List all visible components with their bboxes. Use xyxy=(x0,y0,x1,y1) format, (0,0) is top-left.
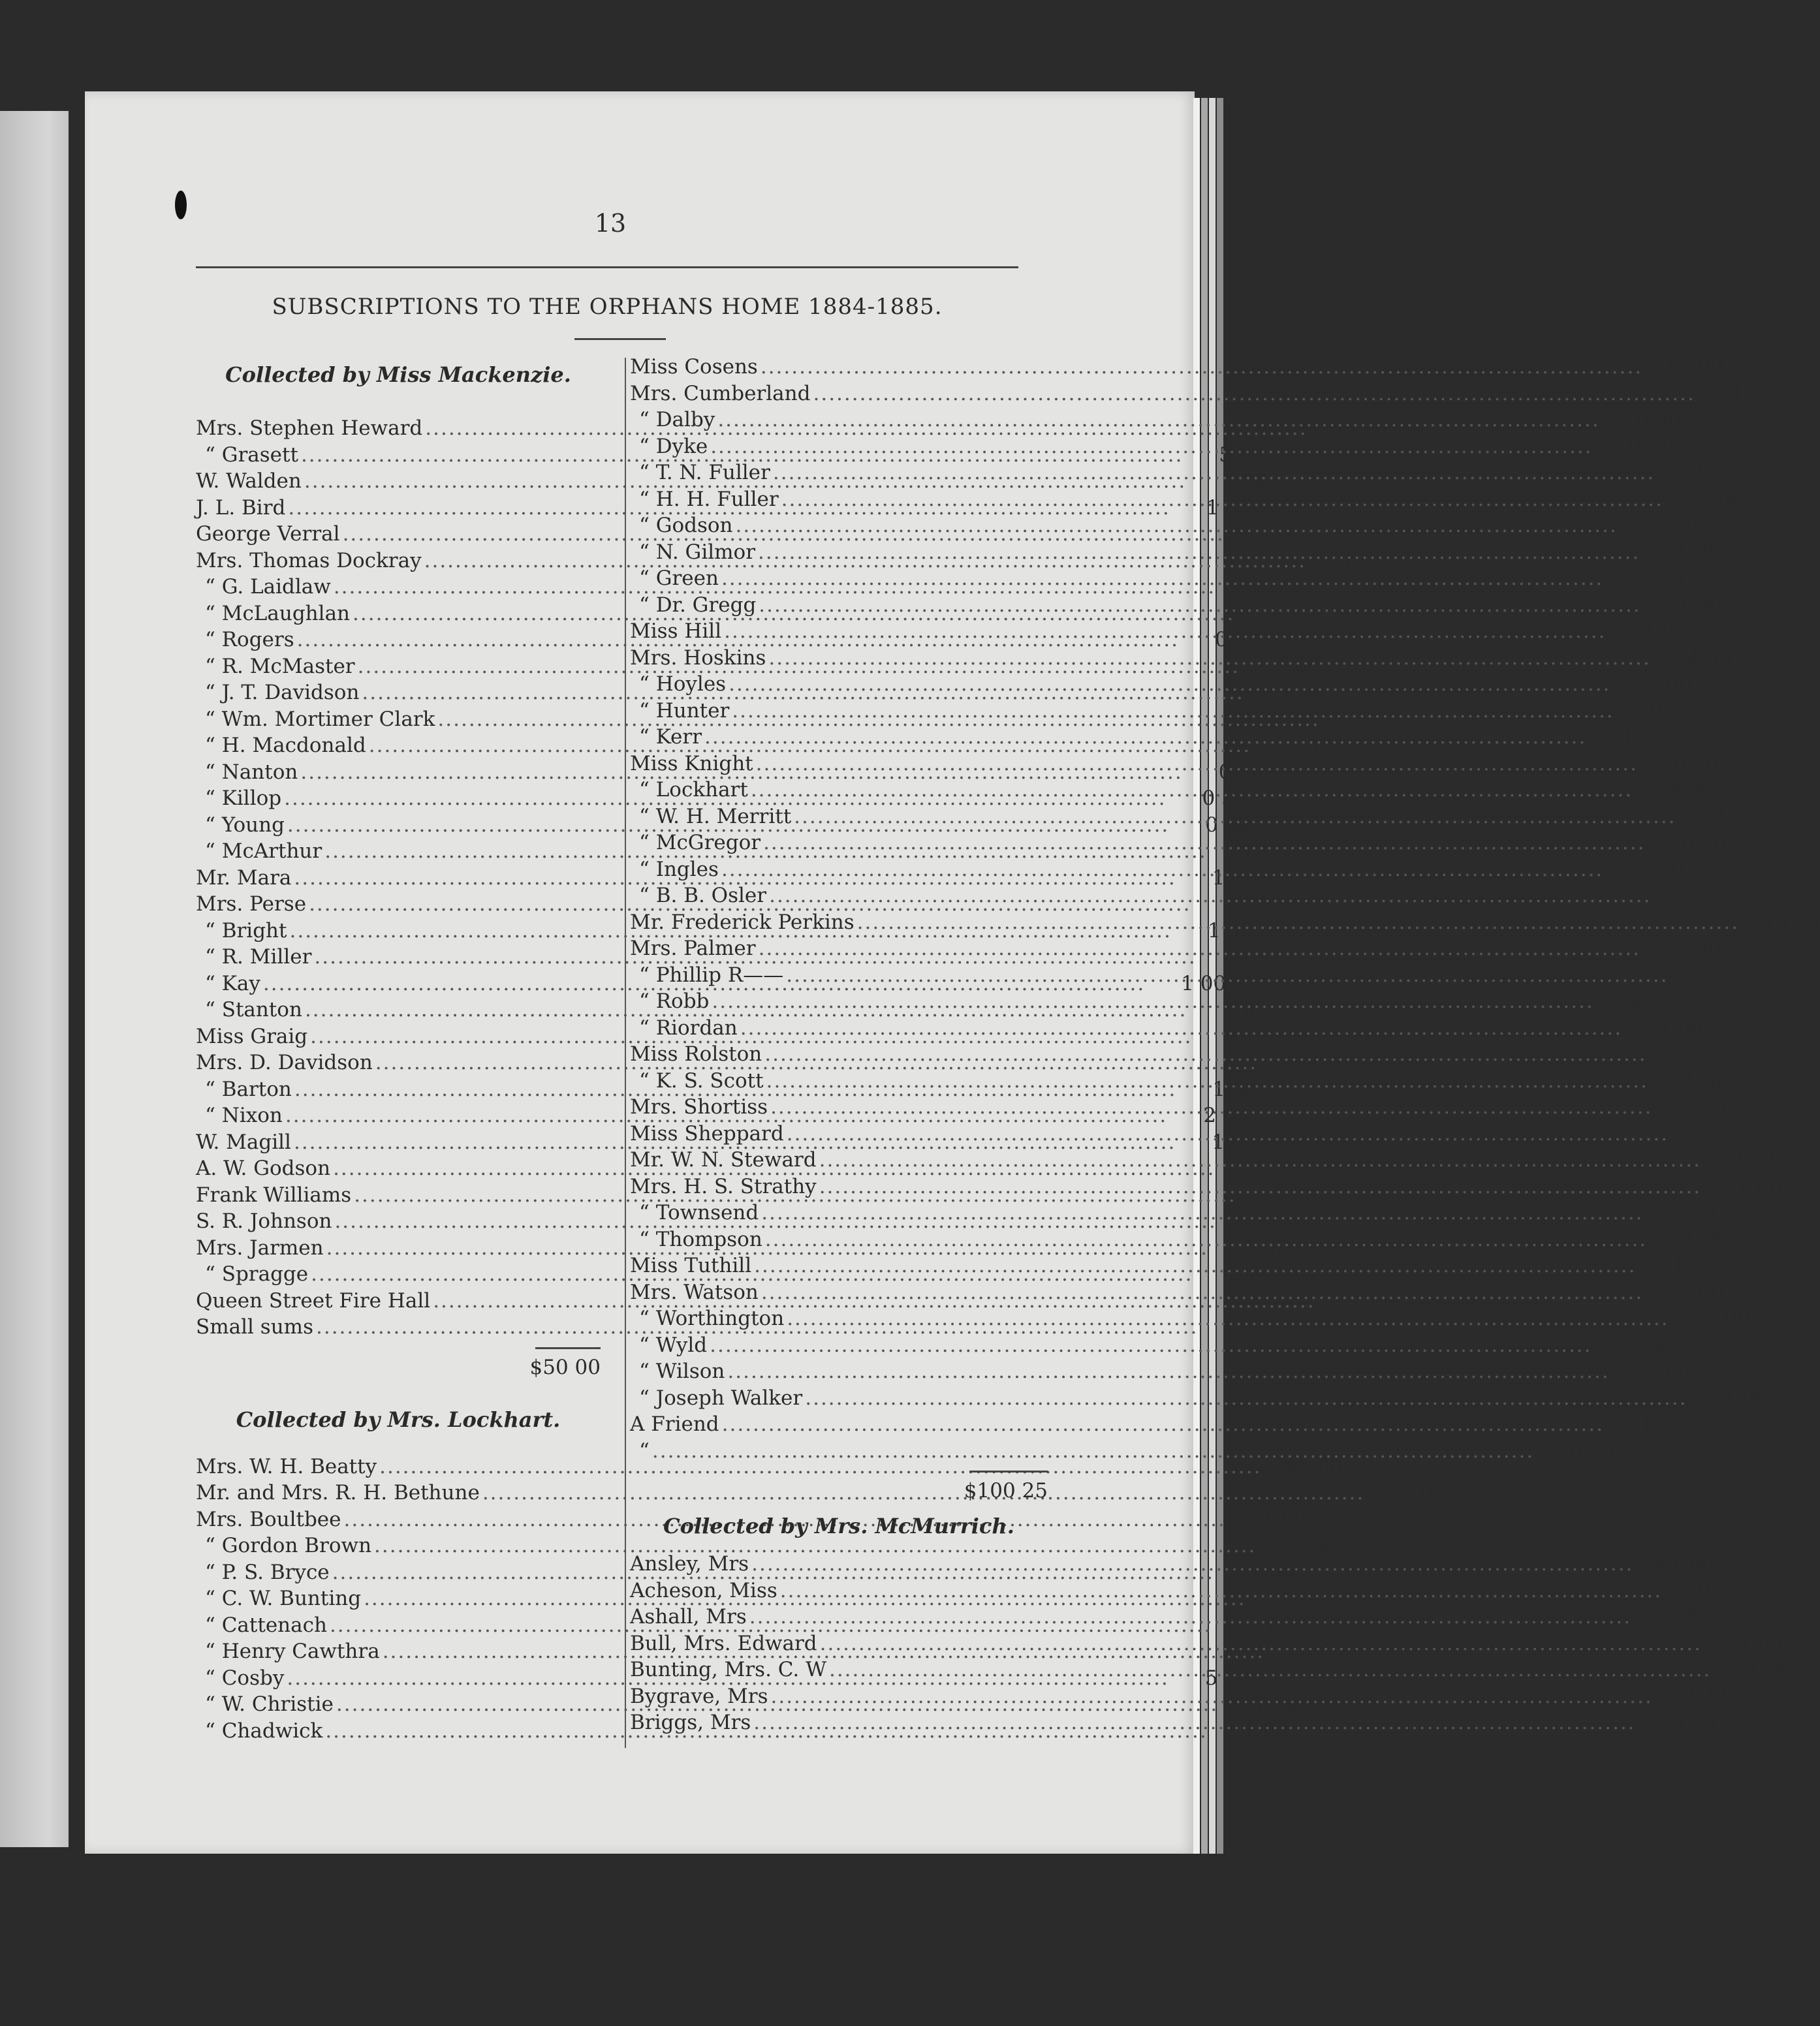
subscriber-name: Small sums xyxy=(196,1315,313,1339)
subscription-amount: 0 50 xyxy=(1202,787,1247,810)
subscriber-name: “ Bright xyxy=(205,918,287,943)
leader-dots xyxy=(652,1438,1534,1465)
subscription-amount: 0 50 xyxy=(1214,628,1260,651)
subscription-amount: 0 50 xyxy=(1681,831,1727,854)
subscriber-name: J. L. Bird xyxy=(196,495,286,520)
subscription-amount: 0 50 xyxy=(1635,408,1681,431)
leader-dots xyxy=(727,1358,1609,1385)
page-heading: SUBSCRIPTIONS TO THE ORPHANS HOME 1884-1885. xyxy=(272,294,943,320)
subscription-row xyxy=(630,565,1685,592)
subscription-amount: 2 00 xyxy=(1691,461,1736,484)
leader-dots xyxy=(749,1604,1631,1630)
subscription-amount: 4 00 xyxy=(1686,646,1732,670)
subscriber-name: Mrs. Hoskins xyxy=(630,646,766,670)
subscription-amount: 1 00 xyxy=(1275,654,1321,678)
subscription-row xyxy=(630,1279,1725,1306)
leader-dots xyxy=(729,671,1610,698)
leader-dots xyxy=(740,1015,1622,1042)
subscription-amount: 1 00 xyxy=(1646,672,1692,696)
subscriber-name: “ B. B. Osler xyxy=(639,884,767,907)
mackenzie-total: $50 00 xyxy=(529,1355,601,1379)
leader-dots xyxy=(759,592,1640,619)
subscription-amount: 1 00 xyxy=(1341,548,1387,572)
subscription-amount: 0 50 xyxy=(1628,434,1674,458)
subscriber-name: “ Wm. Mortimer Clark xyxy=(205,707,435,731)
subscription-amount: 1 00 xyxy=(1639,1412,1685,1436)
subscriber-name: Ashall, Mrs xyxy=(630,1605,747,1629)
leader-dots xyxy=(756,751,1638,777)
subscription-row xyxy=(630,1438,1616,1465)
subscription-amount: 2 00 xyxy=(1251,1157,1296,1180)
subscription-amount: 4 00 xyxy=(1669,778,1714,802)
subscription-amount: 0 50 xyxy=(1682,1042,1728,1066)
subscription-amount: 1 00 xyxy=(1244,1236,1289,1260)
subscription-row xyxy=(630,354,1724,381)
subscription-amount: 1 00 xyxy=(1642,619,1687,643)
subscription-amount: 1 00 xyxy=(1249,1560,1296,1584)
subscriber-name: Mrs. Cumberland xyxy=(630,381,811,405)
subscriber-name: “ Hoyles xyxy=(639,672,727,696)
leader-dots xyxy=(763,830,1645,856)
subscriber-name: “ Ingles xyxy=(639,857,719,881)
leader-dots xyxy=(736,512,1618,539)
subscriber-name: Mr. W. N. Steward xyxy=(630,1148,817,1172)
subscriber-name: Mrs. Watson xyxy=(630,1280,759,1304)
subscriber-name: “ Cosby xyxy=(205,1666,285,1690)
leader-dots xyxy=(710,433,1592,460)
leader-dots xyxy=(732,698,1614,725)
leader-dots xyxy=(780,1578,1662,1604)
subscription-amount: 0 75 xyxy=(1650,698,1695,723)
subscription-row xyxy=(196,1454,1343,1480)
leader-dots xyxy=(770,1094,1652,1121)
subscriber-name: Mrs. Palmer xyxy=(630,937,756,960)
subscription-amount: 1 00 xyxy=(1281,1587,1327,1610)
subscriber-name: “ Phillip R—— xyxy=(639,963,784,987)
subscriber-name: “ McArthur xyxy=(205,839,322,863)
subscriber-name: “ N. Gilmor xyxy=(639,540,756,564)
subscriber-name: “ McLaughlan xyxy=(205,601,351,625)
subscription-amount: 2 00 xyxy=(1653,514,1699,537)
subscriber-name: “ McGregor xyxy=(639,831,761,854)
leader-dots xyxy=(794,803,1676,830)
subscriber-name: “ Dr. Gregg xyxy=(639,593,757,617)
page-number: 13 xyxy=(594,209,627,238)
subscriber-name: Mrs. D. Davidson xyxy=(196,1051,373,1074)
subscription-amount: 0 50 xyxy=(1218,760,1264,784)
subscription-amount: 1 00 xyxy=(1676,593,1722,617)
leader-dots xyxy=(829,1657,1711,1683)
leader-dots xyxy=(704,724,1586,751)
subscriber-name: Mrs. Jarmen xyxy=(196,1236,324,1260)
subscriber-name: “ xyxy=(639,1439,650,1463)
subscriber-name: “ Cattenach xyxy=(205,1613,327,1637)
subscriber-name: Miss Graig xyxy=(196,1024,308,1048)
subscription-amount: 1 00 xyxy=(1228,1024,1274,1048)
subscriber-name: “ Thompson xyxy=(639,1227,762,1251)
leader-dots xyxy=(751,777,1633,803)
subscription-amount: 5 00 xyxy=(1219,443,1264,467)
subscription-amount: 0 50 xyxy=(1704,1121,1750,1145)
leader-dots xyxy=(781,486,1663,513)
subscriber-name: “ Joseph Walker xyxy=(639,1386,803,1410)
leader-dots xyxy=(820,1630,1702,1657)
subscription-row xyxy=(630,1411,1685,1438)
leader-dots xyxy=(712,988,1593,1015)
subscriber-name: “ R. Miller xyxy=(205,945,312,969)
subscription-amount: $5 00 xyxy=(1284,1454,1343,1478)
subscriber-name: A Friend xyxy=(630,1412,719,1436)
subscriber-name: “ Lockhart xyxy=(639,778,748,802)
subscription-row xyxy=(630,381,1776,407)
subscription-amount: 1 00 xyxy=(1242,839,1288,863)
leader-dots xyxy=(759,935,1640,962)
subscription-amount: $1 00 xyxy=(1656,1552,1715,1576)
subscriber-name: Mrs. H. S. Strathy xyxy=(630,1174,817,1198)
subscription-amount: 5 00 xyxy=(1645,1360,1691,1383)
subscription-amount: 1 00 xyxy=(1279,681,1325,704)
subscriber-name: “ H. Macdonald xyxy=(205,734,366,757)
subscriber-name: Frank Williams xyxy=(196,1183,352,1207)
subscription-amount: 1 00 xyxy=(1223,998,1268,1021)
subscription-amount: 0 50 xyxy=(1688,1684,1734,1708)
subscriber-name: “ Chadwick xyxy=(205,1719,323,1743)
leader-dots xyxy=(787,1305,1669,1332)
subscription-amount: 1 00 xyxy=(1683,1227,1729,1251)
subscription-amount: 1 00 xyxy=(1351,1288,1396,1313)
subscription-amount: 1 00 xyxy=(1272,1183,1317,1207)
subscriber-name: “ W. H. Merritt xyxy=(639,804,792,828)
subscription-amount: 0 25 xyxy=(1704,963,1749,987)
subscriber-name: “ Riordan xyxy=(639,1016,738,1040)
subscriber-name: Mrs. Perse xyxy=(196,892,307,916)
subscription-amount: 1 00 xyxy=(1254,1692,1300,1716)
subscription-amount: 1 00 xyxy=(1261,1507,1307,1531)
leader-dots xyxy=(773,460,1655,486)
subscriber-name: Ansley, Mrs xyxy=(630,1552,749,1576)
total-rule xyxy=(535,1347,601,1349)
subscription-amount: 1 00 xyxy=(1679,1280,1725,1304)
subscriber-name: “ G. Laidlaw xyxy=(205,575,331,599)
subscription-row xyxy=(630,1068,1729,1095)
subscription-amount: $5 00 xyxy=(1330,416,1389,440)
subscription-amount: 1 00 xyxy=(1212,1077,1258,1101)
leader-dots xyxy=(761,354,1642,381)
subscription-amount: 1 00 xyxy=(1747,1658,1793,1681)
subscriber-name: “ Dyke xyxy=(639,434,708,458)
subscriber-name: W. Magill xyxy=(196,1130,291,1154)
subscription-amount: 2 00 xyxy=(1687,884,1733,907)
leader-dots xyxy=(754,1253,1636,1279)
subscription-amount: 3 25 xyxy=(1234,1315,1279,1339)
subscription-amount: 1 00 xyxy=(1737,1174,1783,1198)
adjacent-page-edge xyxy=(0,111,69,1847)
leader-dots xyxy=(787,1121,1669,1147)
subscriber-name: Queen Street Fire Hall xyxy=(196,1288,431,1313)
subscriber-name: Mrs. Thomas Dockray xyxy=(196,548,422,572)
subscriber-name: “ W. Christie xyxy=(205,1692,334,1716)
subscription-amount: 1 00 xyxy=(1622,725,1668,749)
subscriber-name: Miss Rolston xyxy=(630,1042,762,1066)
leader-dots xyxy=(753,1709,1635,1736)
subscription-row xyxy=(630,909,1820,936)
subscription-amount: 1 00 xyxy=(1292,1534,1338,1557)
leader-dots xyxy=(721,565,1603,592)
subscription-amount: 0 50 xyxy=(1205,813,1251,837)
subscriber-name: W. Walden xyxy=(196,469,302,493)
subscriber-name: Mr. Mara xyxy=(196,865,292,890)
leader-dots xyxy=(768,645,1650,672)
subscriber-name: Mr. Frederick Perkins xyxy=(630,910,855,934)
subscriber-name: Mr. and Mrs. R. H. Bethune xyxy=(196,1481,480,1504)
subscription-row xyxy=(630,1551,1715,1578)
subscription-amount: 1 00 xyxy=(1207,918,1253,943)
subscription-amount: 5 00 xyxy=(1400,1481,1446,1504)
total-rule xyxy=(969,1471,1048,1473)
leader-dots xyxy=(813,381,1695,407)
subscription-row xyxy=(630,1358,1691,1385)
subscriber-name: Mrs. Boultbee xyxy=(196,1507,341,1531)
subscription-amount: 2 00 xyxy=(1251,575,1297,599)
subscriber-name: “ P. S. Bryce xyxy=(205,1560,330,1584)
subscription-row xyxy=(630,1226,1729,1253)
subscriber-name: “ Townsend xyxy=(639,1201,759,1224)
subscriber-name: “ Henry Cawthra xyxy=(205,1640,380,1663)
subscriber-name: “ Killop xyxy=(205,787,282,810)
subscription-amount: 2 00 xyxy=(1639,567,1685,590)
subscriber-name: “ Hunter xyxy=(639,698,730,723)
leader-dots xyxy=(819,1174,1701,1200)
subscriber-name: “ H. H. Fuller xyxy=(639,487,779,511)
subscription-amount: 2 00 xyxy=(1639,857,1685,881)
subscription-amount: 0 25 xyxy=(1570,1439,1616,1463)
subscription-amount: 1 00 xyxy=(1222,469,1268,493)
subscription-amount: 2 00 xyxy=(1203,1104,1249,1127)
subscriber-name: “ Kay xyxy=(205,971,260,995)
subscriber-name: Mrs. W. H. Beatty xyxy=(196,1454,377,1478)
subscription-amount: 1 00 xyxy=(1679,1201,1725,1224)
leader-dots xyxy=(761,1200,1643,1226)
subscriber-name: A. W. Godson xyxy=(196,1157,331,1180)
subscription-row xyxy=(630,1200,1725,1226)
subscription-amount: 1 00 xyxy=(1243,1719,1289,1743)
subscription-amount: 1 00 xyxy=(1252,1209,1298,1233)
leader-dots xyxy=(765,1226,1647,1253)
subscription-row xyxy=(630,751,1719,777)
subscription-amount: 10 00 xyxy=(1287,1640,1346,1663)
subscriber-name: “ Dalby xyxy=(639,408,715,431)
leader-dots xyxy=(764,1041,1646,1068)
subscriber-name: “ Nanton xyxy=(205,760,298,784)
subscription-amount: 5 00 xyxy=(1204,1666,1250,1690)
subscription-amount: 0 50 xyxy=(1270,601,1316,625)
subscription-amount: 0 75 xyxy=(1227,892,1272,916)
subscriber-name: “ C. W. Bunting xyxy=(205,1587,362,1610)
subscription-amount: 1 00 xyxy=(1676,540,1721,564)
subscriber-name: “ Worthington xyxy=(639,1307,785,1330)
leader-dots xyxy=(751,1551,1633,1578)
subscriber-name: “ Robb xyxy=(639,990,710,1013)
subscriber-name: “ T. N. Fuller xyxy=(639,461,770,484)
subscription-amount: 1 00 xyxy=(1287,734,1332,757)
subscription-amount: 0 50 xyxy=(1736,1148,1782,1172)
subscription-amount: 5 00 xyxy=(1704,1307,1750,1330)
subscriber-name: “ Kerr xyxy=(639,725,702,749)
subscription-amount: 1 00 xyxy=(1684,1068,1729,1093)
subscriber-name: “ Rogers xyxy=(205,628,294,651)
subscriber-name: Acheson, Miss xyxy=(630,1578,777,1602)
subscription-amount: 2 00 xyxy=(1699,487,1745,511)
subscription-amount: 0 50 xyxy=(1688,1095,1734,1119)
subscriber-name: “ K. S. Scott xyxy=(639,1068,764,1093)
subscription-amount: 1 00 xyxy=(1247,1613,1293,1637)
subscription-amount: 1 00 xyxy=(1737,1631,1783,1655)
subscriber-name: Miss Knight xyxy=(630,751,753,775)
subscription-amount: 2 00 xyxy=(1229,1262,1274,1286)
leader-dots xyxy=(819,1147,1701,1174)
subscription-amount: 1 00 xyxy=(1731,381,1776,405)
subscriber-name: “ J. T. Davidson xyxy=(205,681,360,704)
subscriber-name: “ Wyld xyxy=(639,1333,708,1357)
subscription-amount: 1 00 xyxy=(1260,522,1306,546)
subscriber-name: “ Godson xyxy=(639,514,733,537)
subscription-row xyxy=(630,671,1692,698)
subscriber-name: “ Nixon xyxy=(205,1104,283,1127)
subscription-amount: 1 00 xyxy=(1676,937,1721,960)
subscriber-name: Mrs. Stephen Heward xyxy=(196,416,423,440)
subscription-amount: 1 00 xyxy=(1672,1254,1718,1277)
leader-dots xyxy=(722,1411,1604,1438)
subscriber-name: “ Stanton xyxy=(205,998,302,1021)
punch-hole xyxy=(175,191,187,219)
header-rule xyxy=(196,266,1018,268)
leader-dots xyxy=(766,1068,1648,1095)
leader-dots xyxy=(710,1332,1592,1359)
subscription-amount: 5 00 xyxy=(1355,707,1401,731)
subscriber-name: Miss Tuthill xyxy=(630,1254,752,1277)
subscriber-name: Briggs, Mrs xyxy=(630,1711,751,1734)
right-total: $100 25 xyxy=(964,1479,1048,1503)
subscription-amount: 0 50 xyxy=(1667,1605,1713,1629)
subscription-amount: $2 00 xyxy=(1665,355,1724,379)
subscriber-name: Mrs. Shortiss xyxy=(630,1095,768,1119)
leader-dots xyxy=(761,1279,1643,1306)
subscription-amount: 0 25 xyxy=(1671,1711,1717,1734)
subscriber-name: Bunting, Mrs. C. W xyxy=(630,1658,826,1681)
subscriber-name: “ R. McMaster xyxy=(205,654,355,678)
leader-dots xyxy=(717,407,1599,433)
heading-rule xyxy=(574,338,666,340)
subscription-row xyxy=(630,1385,1768,1412)
subscription-row xyxy=(196,1533,1338,1559)
subscription-amount: 1 00 xyxy=(1181,971,1227,995)
subscriber-name: “ Green xyxy=(639,567,719,590)
subscription-row xyxy=(630,539,1721,566)
subscription-amount: 1 00 xyxy=(1723,1386,1768,1410)
subscription-amount: 1 00 xyxy=(1212,1130,1257,1154)
subscription-amount: 1 00 xyxy=(1627,1333,1673,1357)
subscriber-name: “ Gordon Brown xyxy=(205,1534,372,1557)
subscriber-name: “ Spragge xyxy=(205,1262,309,1286)
leader-dots xyxy=(805,1385,1687,1412)
section-title-lockhart: Collected by Mrs. Lockhart. xyxy=(236,1407,561,1432)
subscriber-name: S. R. Johnson xyxy=(196,1209,332,1233)
section-title-mcmurrich: Collected by Mrs. McMurrich. xyxy=(663,1514,1014,1538)
subscription-amount: 2 00 xyxy=(1712,804,1757,828)
subscription-amount: 1 00 xyxy=(1212,865,1257,890)
leader-dots xyxy=(786,962,1668,989)
subscription-amount: 1 00 xyxy=(1293,1051,1339,1074)
leader-dots xyxy=(770,1683,1652,1710)
leader-dots xyxy=(724,618,1606,645)
subscription-amount: 10 00 xyxy=(1762,910,1820,934)
section-title-mackenzie: Collected by Miss Mackenzie. xyxy=(225,362,571,387)
leader-dots xyxy=(758,539,1640,566)
subscription-row xyxy=(630,1332,1673,1359)
subscriber-name: Miss Sheppard xyxy=(630,1121,784,1145)
subscriber-name: Miss Hill xyxy=(630,619,722,643)
subscriber-name: “ Wilson xyxy=(639,1360,725,1383)
subscription-row xyxy=(630,1015,1704,1042)
subscriber-name: “ Young xyxy=(205,813,285,837)
subscription-amount: 0 50 xyxy=(1232,945,1278,969)
leader-dots xyxy=(769,882,1651,909)
subscriber-name: Miss Cosens xyxy=(630,355,758,379)
subscription-amount: 1 00 xyxy=(1206,495,1251,520)
subscription-amount: 0 25 xyxy=(1698,1578,1744,1602)
subscriber-name: Bygrave, Mrs xyxy=(630,1684,768,1708)
leader-dots xyxy=(857,909,1739,936)
subscriber-name: George Verral xyxy=(196,522,340,546)
subscription-amount: 1 00 xyxy=(1658,1016,1704,1040)
subscription-row xyxy=(630,1174,1783,1200)
subscription-amount: 0 50 xyxy=(1673,751,1719,775)
leader-dots xyxy=(721,856,1603,883)
subscription-amount: 2 00 xyxy=(1629,990,1675,1013)
subscriber-name: Bull, Mrs. Edward xyxy=(630,1631,817,1655)
subscriber-name: “ Grasett xyxy=(205,443,298,467)
subscription-row xyxy=(630,724,1668,751)
subscriber-name: “ Barton xyxy=(205,1077,292,1101)
